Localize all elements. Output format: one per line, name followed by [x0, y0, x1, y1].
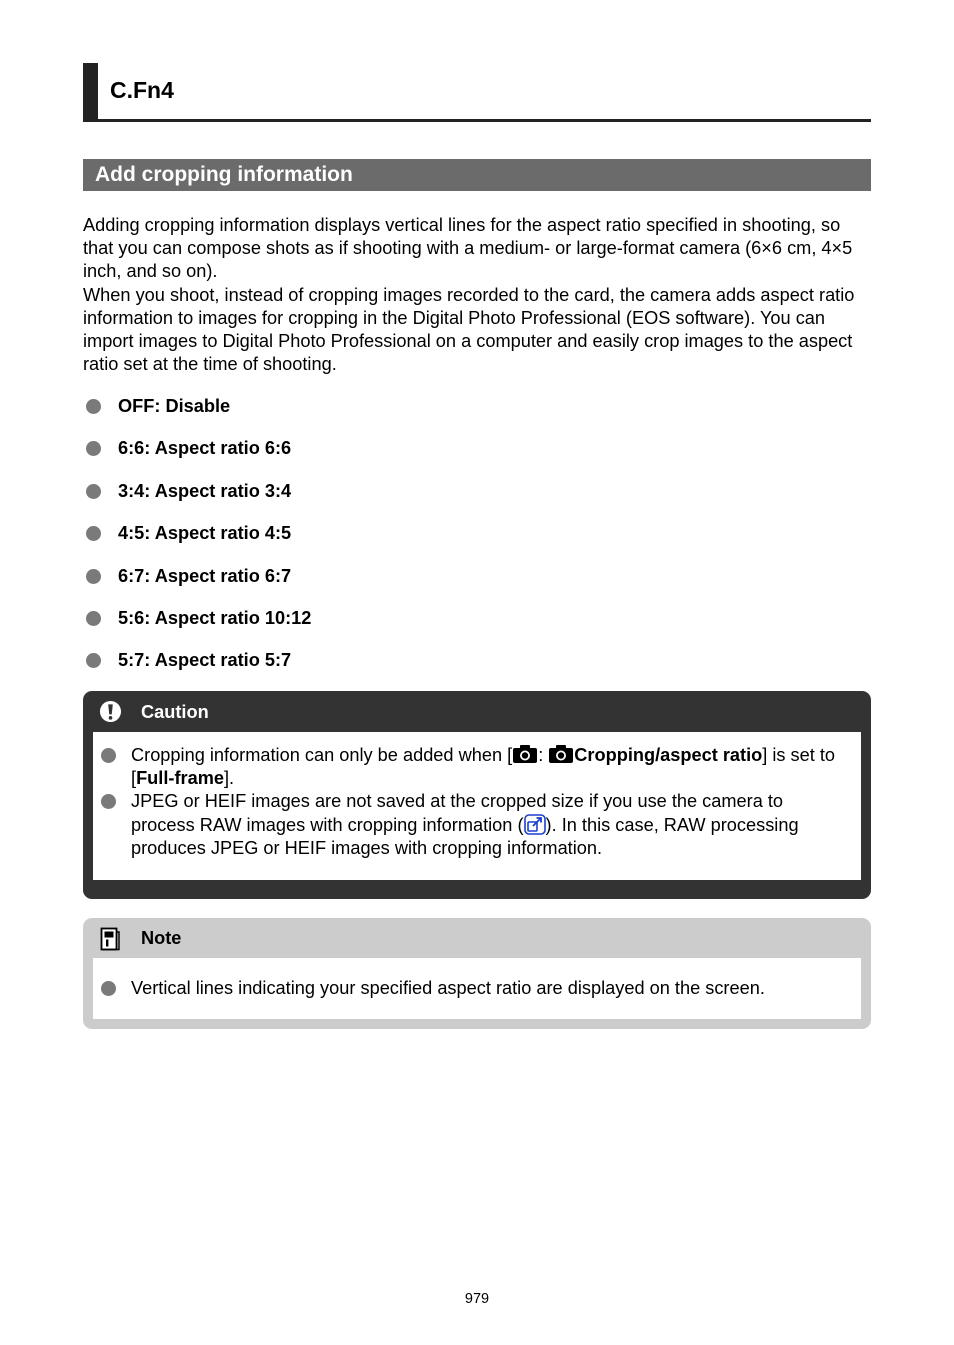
bullet-icon	[86, 399, 101, 414]
setting-name: Cropping/aspect ratio	[574, 745, 763, 765]
bullet-icon	[86, 441, 101, 456]
note-header	[83, 918, 871, 958]
note-box	[83, 918, 871, 1029]
note-item: Vertical lines indicating your specified aspect ratio are displayed on the screen.	[93, 977, 861, 1000]
caution-item: Cropping information can only be added when [ : Cropping/aspect ratio] is set to [Full-frame].	[93, 744, 861, 790]
caution-icon	[99, 700, 122, 723]
caution-title: Caution	[141, 702, 209, 722]
bullet-icon	[86, 569, 101, 584]
caution-body	[93, 732, 861, 880]
title-underline	[83, 119, 871, 122]
intro-paragraph-1: Adding cropping information displays vertical lines for the aspect ratio specified in shooting, so that you can compose shots as if shooting with a medium- or large-format camera (6×6 cm, 4×5 inch, and so on).	[83, 215, 853, 282]
bullet-icon	[101, 981, 116, 996]
note-icon	[100, 927, 120, 951]
camera-setting-icon	[548, 744, 574, 764]
caution-list	[93, 744, 861, 860]
title-accent-bar	[83, 63, 98, 120]
setting-value: Full-frame	[136, 768, 224, 789]
page-number: 979	[464, 1291, 490, 1307]
note-title: Note	[141, 928, 182, 948]
intro-paragraph-2: When you shoot, instead of cropping images recorded to the card, the camera adds aspect ratio information to images for cropping in the Digital Photo Professional (EOS software). You can import images to Digital Photo Professional on a computer and easily crop images to the aspect ratio set at the time of shooting.	[83, 284, 855, 375]
camera-tab-icon	[512, 744, 538, 764]
caution-box	[83, 691, 871, 899]
bullet-icon	[86, 611, 101, 626]
caution-item: JPEG or HEIF images are not saved at the cropped size if you use the camera to process RAW images with cropping information ( ). In this case, RAW processing produces JPEG or HEIF images with cropping information.	[93, 790, 861, 860]
page-title: C.Fn4	[110, 77, 174, 103]
note-body	[93, 958, 861, 1019]
page-link-icon[interactable]	[524, 814, 546, 835]
bullet-icon	[86, 653, 101, 668]
caution-header	[83, 691, 871, 732]
bullet-icon	[101, 748, 116, 763]
page-title-bar	[83, 63, 871, 122]
bullet-icon	[86, 526, 101, 541]
intro-text	[83, 214, 873, 376]
bullet-icon	[86, 484, 101, 499]
section-heading: Add cropping information	[83, 159, 871, 191]
note-list	[93, 977, 861, 1000]
bullet-icon	[101, 794, 116, 809]
